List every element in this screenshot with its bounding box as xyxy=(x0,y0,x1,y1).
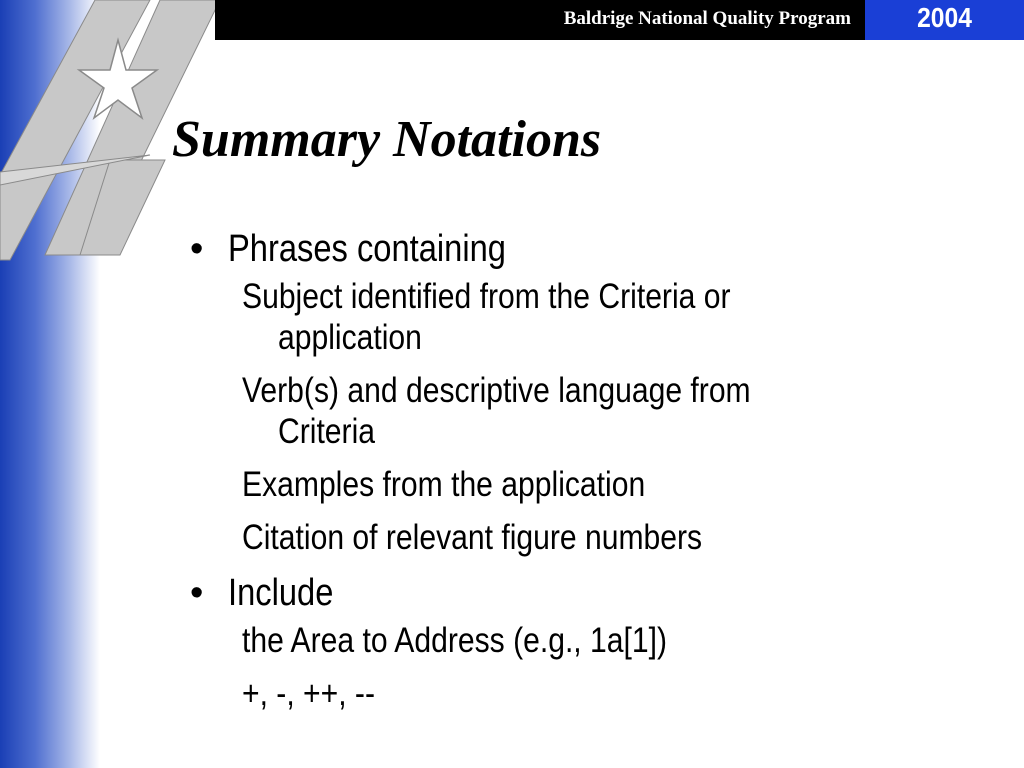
program-name: Baldrige National Quality Program xyxy=(563,8,851,29)
sub-item xyxy=(242,620,1000,661)
sub-item-line: Examples from the application xyxy=(242,465,646,504)
bullet-text: Phrases containing xyxy=(228,228,506,270)
bullet-text: Include xyxy=(228,572,334,614)
bullet-mark: • xyxy=(190,228,204,270)
sub-item-line: Subject identified from the Criteria or xyxy=(242,277,731,316)
slide-body xyxy=(190,226,1000,726)
year-box xyxy=(865,0,1024,40)
top-bar xyxy=(215,0,865,40)
bullet-mark: • xyxy=(190,572,204,614)
sub-list xyxy=(190,276,1000,558)
sub-item-line: Verb(s) and descriptive language from xyxy=(242,371,751,410)
sub-item-line-continued: Criteria xyxy=(278,412,376,451)
sub-list xyxy=(190,620,1000,714)
sub-item-line: +, -, ++, -- xyxy=(242,674,375,713)
sub-item-line-continued: application xyxy=(278,318,422,357)
slide-title: Summary Notations xyxy=(172,111,602,168)
sub-item xyxy=(242,464,1000,505)
sub-item-line: Citation of relevant figure numbers xyxy=(242,518,703,557)
sub-item xyxy=(242,517,1000,558)
sub-item xyxy=(242,673,1000,714)
year-label: 2004 xyxy=(917,2,972,33)
bullet-item xyxy=(190,226,1000,272)
bullet-item xyxy=(190,570,1000,616)
sub-item xyxy=(242,370,1000,452)
sub-item xyxy=(242,276,1000,358)
sub-item-line: the Area to Address (e.g., 1a[1]) xyxy=(242,621,668,660)
